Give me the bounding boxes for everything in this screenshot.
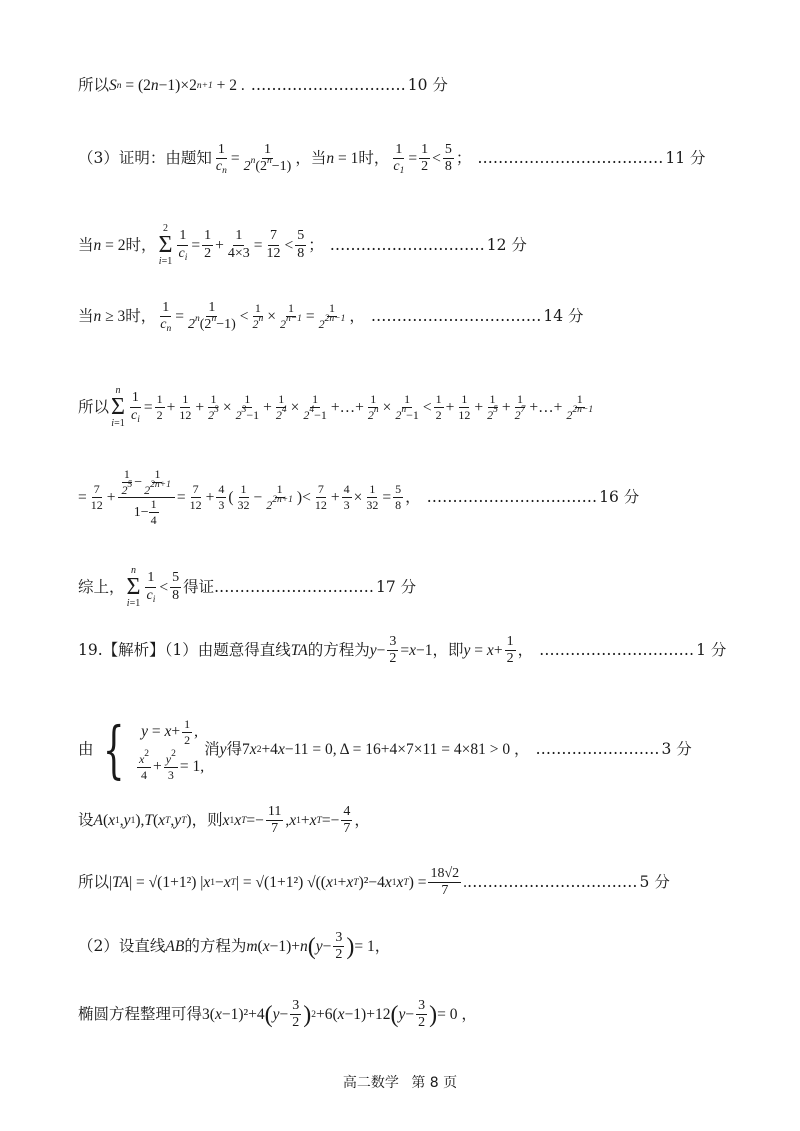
formula-bound: $\frac{1}{c_n}$ = $\frac{1}{2^n(2^n-1)}$ < $\frac{1}{2^n}$ × $\frac{1}{2^{n-1}}$ = $\frac{1}{2^{2n-1}}$ ， <box>160 300 365 335</box>
score-label: 12 分 <box>486 235 527 254</box>
formula-sn: S n = (2 n −1)×2 n+1 + 2 . <box>109 77 245 94</box>
line-vieta <box>78 804 740 838</box>
formula-cn: $\frac{1}{c_n}$ = $\frac{1}{2^n(2^n-1)}$ <box>215 142 292 177</box>
line-chord-length: 所以 | TA | = √(1+1²) | x 1 − x T | = √(1+1²) √(( x 1 + x T )²−4 x 1 x T ) = $\frac{18√2}{7}$ . …………………………… 5 分 <box>78 866 670 899</box>
text-prefix: 当 <box>78 235 94 254</box>
score-label: 16 分 <box>599 487 640 506</box>
formula-chord: | TA | = √(1+1²) | x 1 − x T | = √(1+1²) √(( x 1 + x T )²−4 x 1 x T ) = $\frac{18√2}{7}$ . <box>109 866 468 899</box>
score-label: 10 分 <box>407 76 448 94</box>
text-prefix: 所以 <box>78 397 110 416</box>
text-prefix: （2）设直线 <box>78 937 166 956</box>
text-prefix: 由 <box>78 740 94 759</box>
text-mid: 时， <box>125 307 157 326</box>
score-label: 17 分 <box>376 577 417 596</box>
text-mid: ，当 <box>295 149 327 168</box>
formula-c1: $\frac{1}{c_1}$ = $\frac{1}{2}$ < $\frac{5}{8}$ ； <box>393 142 472 177</box>
line-ellipse-transform <box>78 998 740 1032</box>
score-label: 5 分 <box>639 873 670 892</box>
line-system: 由 { y = x+ $\frac{1}{2}$ , $\frac{x^2}{4}$ + $\frac{y^2}{3}$ = 1, 消 y 得 7 x 2 +4 x −11 = 0, Δ = 16+4×7×11 = 4×81 > 0 ， …………………… 3 分 <box>78 713 692 787</box>
formula-geometric: = $\frac{7}{12}$ + $\frac{1}{2^5}$ − $\frac{1}{2^{2n+1}}$ 1− $\frac{1}{4}$ = $\frac{7}{12}$ + $\frac{4}{3}$ ( $\frac{1}{32}$ − $\frac{1}{2^{2n+1}}$ )< $\frac{7}{12}$ + $\frac{4}{3}$ × $\frac{1}{32}$ = $\frac{5}{8}$ ， <box>78 467 421 527</box>
text-prefix: 所以 <box>78 873 110 892</box>
footer-course: 高二数学 <box>342 1075 399 1091</box>
score-label: 14 分 <box>543 307 584 326</box>
formula-ellipse: 3( x −1)²+4 ( y − $\frac{3}{2}$ ) 2 +6( x −1)+12 ( y − $\frac{3}{2}$ ) = 0 ， <box>202 998 477 1031</box>
text-prefix: 综上， <box>78 577 125 596</box>
text-mid2: 得 <box>226 740 243 759</box>
text-prefix: 所以 <box>78 76 110 94</box>
formula-vieta: x 1 x T =− $\frac{11}{7}$ , x 1 + x T =− $\frac{4}{7}$ ， <box>222 804 370 837</box>
line-geometric-sum: = $\frac{7}{12}$ + $\frac{1}{2^5}$ − $\frac{1}{2^{2n+1}}$ 1− $\frac{1}{4}$ = $\frac{7}{12}$ + $\frac{4}{3}$ ( $\frac{1}{32}$ − $\frac{1}{2^{2n+1}}$ )< $\frac{7}{12}$ + $\frac{4}{3}$ × $\frac{1}{32}$ = $\frac{5}{8}$ ， …………………………… 16 分 <box>78 467 640 527</box>
footer-page-number: 第 8 页 <box>411 1075 458 1091</box>
text-prefix: 19.【解析】（1）由题意得直线 <box>78 641 291 660</box>
line-ab-equation: （2）设直线 AB 的方程为 m ( x −1)+ n ( y − $\frac{3}{2}$ ) = 1， <box>78 930 391 963</box>
page-footer <box>0 1072 800 1092</box>
formula-quadratic: 7 x 2 +4 x −11 = 0, Δ = 16+4×7×11 = 4×81 > 0 ， <box>242 741 530 759</box>
formula-ab: m ( x −1)+ n ( y − $\frac{3}{2}$ ) = 1， <box>246 930 391 963</box>
line-sn-result: 所以 S n = (2 n −1)×2 n+1 + 2 . ………………………… 10 分 <box>78 76 448 94</box>
line-case-n2: 当 n = 2 时， 2 Σ i=1 $\frac{1}{c_i}$ = $\frac{1}{2}$ + $\frac{1}{4\times 3}$ = $\frac{7}{12}$ < $\frac{5}{8}$ ； ………………………… 12 分 <box>78 223 527 267</box>
text-suffix: 得证. <box>183 577 220 596</box>
text-mid: 的方程为 <box>307 641 370 660</box>
formula-final: n Σ i=1 $\frac{1}{c_i}$ < $\frac{5}{8}$ <box>126 565 180 609</box>
equation-system: { y = x+ $\frac{1}{2}$ , $\frac{x^2}{4}$ + $\frac{y^2}{3}$ = 1, <box>102 713 205 787</box>
text-mid: ，则 <box>191 811 223 830</box>
formula-points: A ( x 1 , y 1 ), T ( x T , y T ) <box>93 812 192 830</box>
text-mid2: 时， <box>358 149 390 168</box>
text-prefix: 当 <box>78 307 94 326</box>
line-q19-start: 19.【解析】（1）由题意得直线 TA 的方程为 y − $\frac{3}{2}$ = x −1 ，即 y = x + $\frac{1}{2}$ ， ………………………… 1 分 <box>78 634 727 667</box>
text-prefix: （3）证明：由题知 <box>78 149 212 168</box>
score-label: 11 分 <box>665 149 706 168</box>
text-mid: 消 <box>204 740 220 759</box>
line-sum-expansion <box>78 386 740 429</box>
formula-line-ta: y − $\frac{3}{2}$ = x −1 <box>369 634 433 667</box>
score-label: 1 分 <box>696 641 727 660</box>
text-mid: 的方程为 <box>184 937 247 956</box>
formula-line-ta-simplified: y = x + $\frac{1}{2}$ ， <box>463 634 534 667</box>
formula-sum-2: 2 Σ i=1 $\frac{1}{c_i}$ = $\frac{1}{2}$ + $\frac{1}{4\times 3}$ = $\frac{7}{12}$ < $\frac{5}{8}$ ； <box>158 223 324 267</box>
text-prefix: 设 <box>78 811 94 830</box>
line-proof-start: （3）证明：由题知 $\frac{1}{c_n}$ = $\frac{1}{2^n(2^n-1)}$ ，当 n = 1 时， $\frac{1}{c_1}$ = $\frac{1}{2}$ < $\frac{5}{8}$ ； ……………………………… 11 分 <box>78 142 706 177</box>
line-conclusion: 综上， n Σ i=1 $\frac{1}{c_i}$ < $\frac{5}{8}$ 得证. ………………………… 17 分 <box>78 565 417 609</box>
score-label: 3 分 <box>661 740 692 759</box>
text-prefix: 椭圆方程整理可得 <box>78 1005 203 1024</box>
text-mid: 时， <box>125 235 157 254</box>
text-mid2: ，即 <box>432 641 464 660</box>
line-case-n3: 当 n ≥ 3 时， $\frac{1}{c_n}$ = $\frac{1}{2^n(2^n-1)}$ < $\frac{1}{2^n}$ × $\frac{1}{2^{n-1}}$ = $\frac{1}{2^{2n-1}}$ ， …………………………… 14 分 <box>78 300 584 335</box>
formula-sum-n: n Σ i=1 $\frac{1}{c_i}$ = $\frac{1}{2}$ + $\frac{1}{12}$ + $\frac{1}{2^3}$ × $\frac{1}{2^3-1}$ + $\frac{1}{2^4}$ × $\frac{1}{2^4-1}$ +…+ $\frac{1}{2^n}$ × $\frac{1}{2^n-1}$ < $\frac{1}{2}$ + $\frac{1}{12}$ + $\frac{1}{2^5}$ + $\frac{1}{2^7}$ +…+ $\frac{1}{2^{2n-1}}$ <box>111 385 594 429</box>
